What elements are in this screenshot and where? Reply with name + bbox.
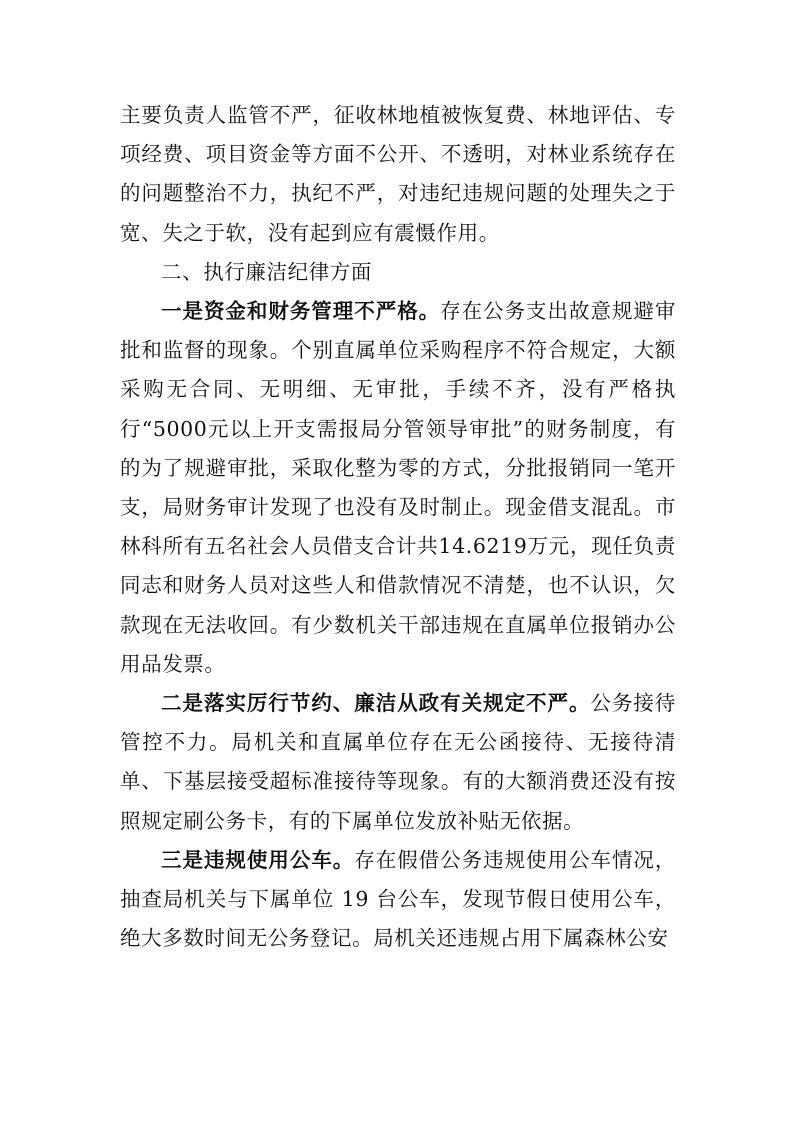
paragraph-text: 公务接待管控不力。局机关和直属单位存在无公函接待、无接待清单、下基层接受超标准接待等现象。有的大额消费还没有按照规定刷公务卡，有的下属单位发放补贴无依据。 [120,691,677,833]
paragraph-lead: 一是资金和财务管理不严格。 [161,299,441,324]
paragraph-finance [120,292,676,684]
section-heading: 二、执行廉洁纪律方面 [161,259,372,284]
document-body [120,96,676,958]
paragraph-frugality [120,684,676,841]
paragraph-text: 主要负责人监管不严，征收林地植被恢复费、林地评估、专项经费、项目资金等方面不公开、不透明，对林业系统存在的问题整治不力，执纪不严，对违纪违规问题的处理失之于宽、失之于软，没有起到应有震慑作用。 [120,103,676,245]
paragraph-text: 存在公务支出故意规避审批和监督的现象。个别直属单位采购程序不符合规定，大额采购无合同、无明细、无审批，手续不齐，没有严格执行“5000元以上开支需报局分管领导审批”的财务制度，有的为了规避审批，采取化整为零的方式，分批报销同一笔开支，局财务审计发现了也没有及时制止。现金借支混乱。市林科所有五名社会人员借支合计共14.6219万元，现任负责同志和财务人员对这些人和借款情况不清楚，也不认识，欠款现在无法收回。有少数机关干部违规在直属单位报销办公用品发票。 [120,299,676,676]
paragraph-lead: 二是落实厉行节约、廉洁从政有关规定不严。 [161,691,591,716]
paragraph-text: 存在假借公务违规使用公车情况，抽查局机关与下属单位 19 台公车，发现节假日使用公车，绝大多数时间无公务登记。局机关还违规占用下属森林公安 [120,847,676,951]
paragraph-vehicles [120,841,676,959]
paragraph-lead: 三是违规使用公车。 [161,847,355,872]
paragraph-supervision [120,96,676,253]
